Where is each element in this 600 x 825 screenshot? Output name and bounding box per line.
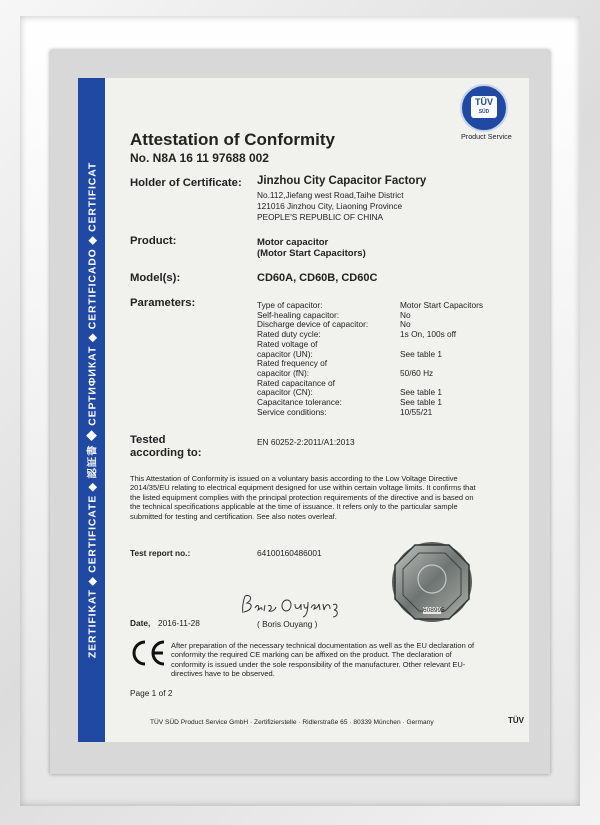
footer-tuv-logo: TÜV (508, 716, 524, 725)
parameter-value: No (400, 309, 411, 320)
parameter-name: capacitor (fN): (257, 367, 310, 378)
parameter-value: See table 1 (400, 348, 442, 359)
holder-address-line: 121016 Jinzhou City, Liaoning Province (257, 201, 403, 211)
footer-address: TÜV SÜD Product Service GmbH · Zertifizierstelle · Ridlerstraße 65 · 80339 München · Germany (150, 719, 434, 726)
signatory-name: ( Boris Ouyang ) (257, 619, 318, 629)
models-label: Model(s): (130, 272, 181, 284)
parameter-value: 1s On, 100s off (400, 329, 457, 340)
tested-label: Tested (130, 434, 166, 446)
product-label: Product: (130, 235, 177, 247)
product-line: (Motor Start Capacitors) (257, 248, 366, 259)
parameter-name: Discharge device of capacitor: (257, 319, 369, 330)
tuv-logo-text: TÜV (475, 97, 493, 107)
parameter-name: Service conditions: (257, 406, 327, 417)
parameter-value: See table 1 (400, 397, 442, 407)
document-title: Attestation of Conformity (130, 130, 335, 149)
certificate-sidebar (78, 78, 105, 742)
tuv-logo-mark (471, 96, 497, 118)
parameters-label: Parameters: (130, 297, 196, 309)
sidebar-text: ZERTIFIKAT ◆ CERTIFICATE ◆ 認証書 ◆ СЕРТИФИКАТ ◆ CERTIFICADO ◆ CERTIFICAT (87, 161, 99, 659)
holder-label: Holder of Certificate: (130, 177, 242, 189)
page-indicator: Page 1 of 2 (130, 688, 173, 698)
parameter-name: Capacitance tolerance: (257, 397, 342, 407)
parameter-name: capacitor (CN): (257, 387, 313, 398)
parameter-value: 50/60 Hz (400, 367, 434, 378)
date-value: 2016-11-28 (158, 618, 200, 628)
models-value: CD60A, CD60B, CD60C (257, 272, 378, 284)
date-label: Date, (130, 618, 151, 628)
parameter-name: Type of capacitor: (257, 300, 323, 310)
tuv-logo (460, 84, 508, 132)
parameter-value: No (400, 319, 411, 330)
tuv-logo-subtext: SÜD (478, 109, 490, 115)
certificate-number: No. N8A 16 11 97688 002 (130, 151, 269, 165)
parameter-value: 10/55/21 (400, 406, 433, 417)
tested-label: according to: (130, 447, 202, 459)
ce-marking-note: After preparation of the necessary technical documentation as well as the EU declaration of conformity the required CE marking can be affixed on the product. The declaration of conformity is issued under the sole responsibility of the manufacturer. Other relevant EU-directives have to be observed. (171, 641, 475, 679)
test-report-label: Test report no.: (130, 548, 191, 558)
parameter-value: Motor Start Capacitors (400, 300, 483, 310)
parameter-name: Self-healing capacitor: (257, 309, 340, 320)
parameter-name: capacitor (UN): (257, 348, 313, 359)
ce-mark-icon (128, 638, 168, 668)
holder-address-line: No.112,Jiefang west Road,Taihe District (257, 190, 404, 200)
conformity-statement: This Attestation of Conformity is issued on a voluntary basis according to the Low Voltage Directive 2014/35/EU relating to electrical equipment designed for use within certain voltage limits. It confirms that the listed equipment complies with the principal protection requirements of the directive and is based on the technical specifications applicable at the time of issuance. It refers only to the particular sample submitted for testing and certification. See also notes overleaf. (130, 474, 476, 521)
parameter-name: Rated frequency of (257, 358, 328, 369)
logo-caption: Product Service (461, 132, 512, 141)
tested-standard: EN 60252-2:2011/A1:2013 (257, 437, 355, 447)
parameter-name: Rated duty cycle: (257, 329, 321, 340)
holder-address-line: PEOPLE'S REPUBLIC OF CHINA (257, 212, 384, 222)
parameter-name: Rated voltage of (257, 338, 318, 349)
certificate-document (78, 78, 529, 742)
handwritten-signature (231, 588, 351, 618)
parameter-name: Rated capacitance of (257, 377, 335, 388)
product-line: Motor capacitor (257, 237, 329, 248)
test-report-number: 64100160486001 (257, 548, 322, 558)
hologram-number: 608995 (423, 607, 445, 614)
holder-name: Jinzhou City Capacitor Factory (257, 175, 427, 187)
parameter-value: See table 1 (400, 387, 442, 398)
